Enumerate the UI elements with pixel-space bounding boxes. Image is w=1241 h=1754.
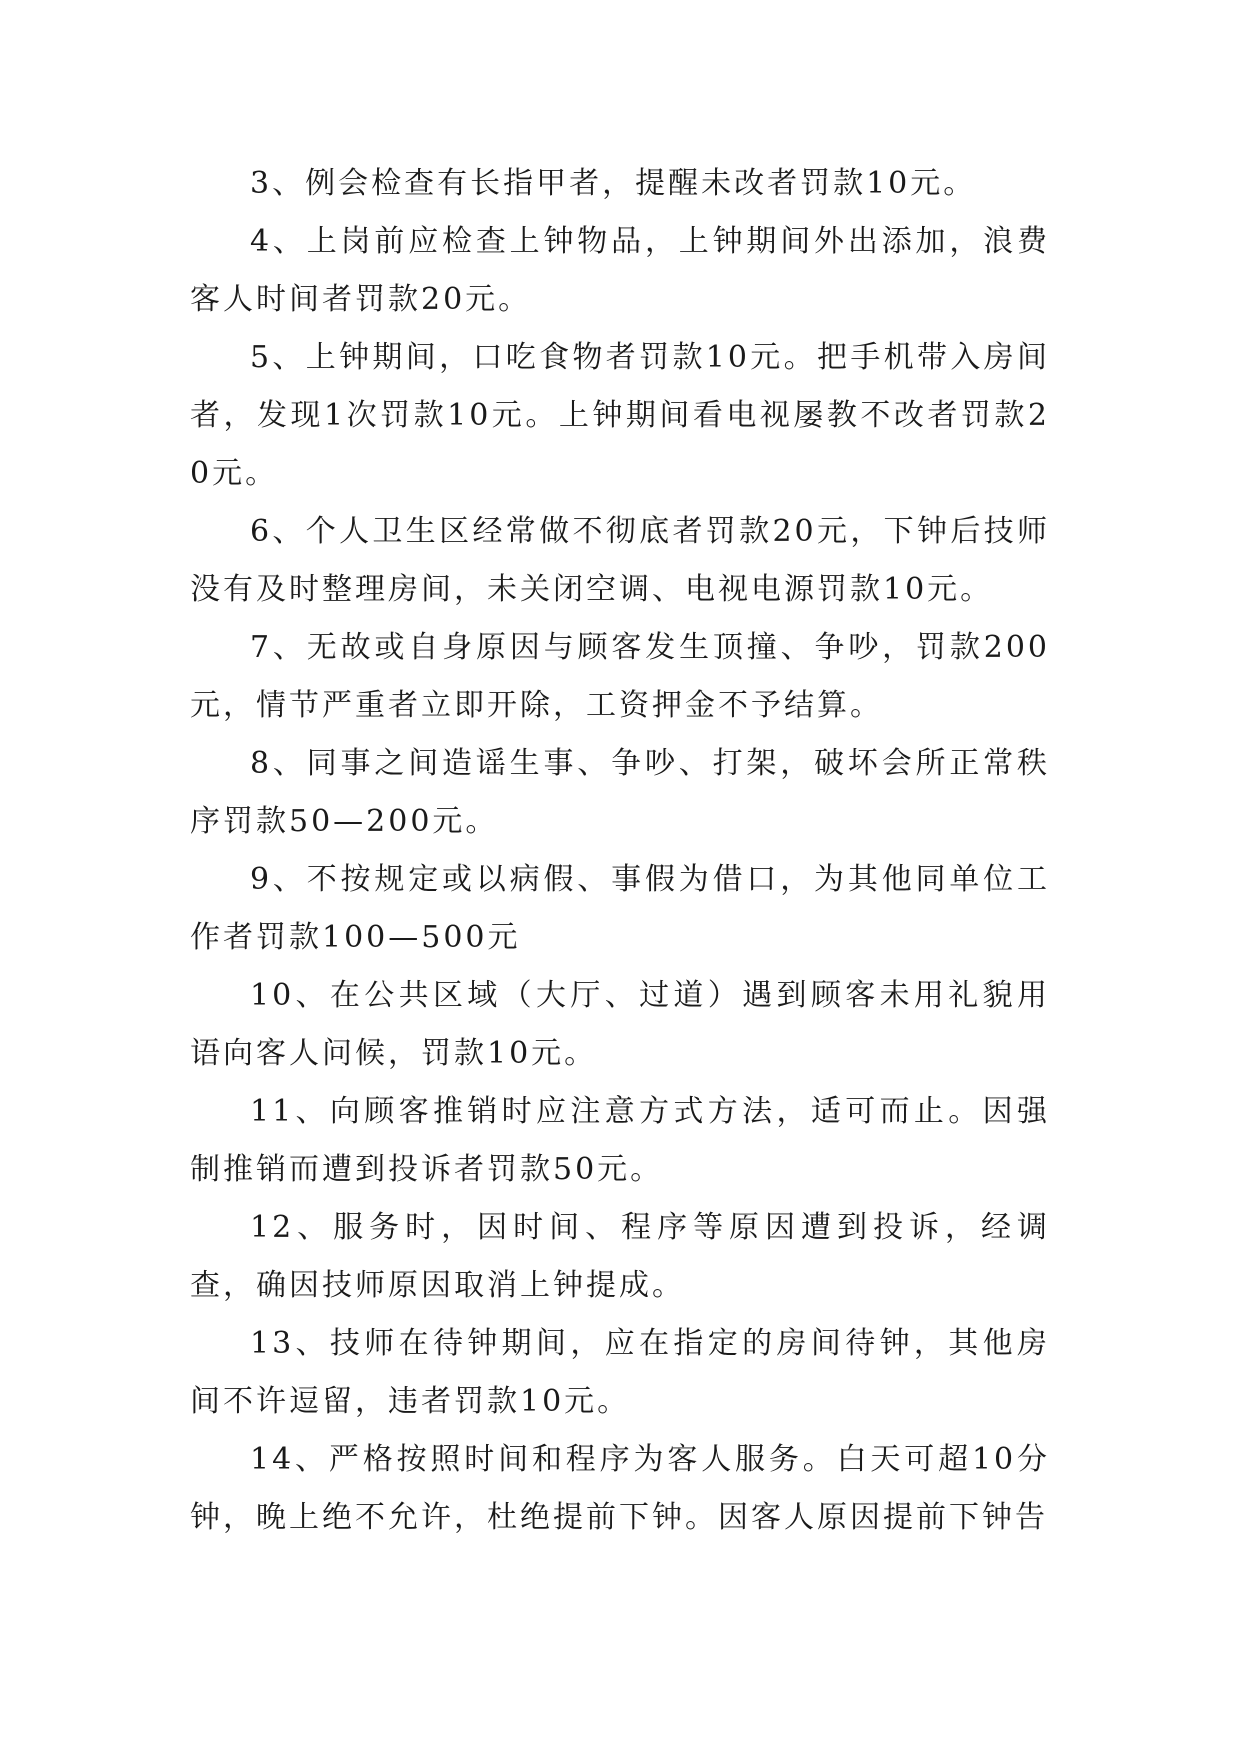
document-page [190, 155, 1050, 1547]
rule-paragraph-10: 10、在公共区域（大厅、过道）遇到顾客未用礼貌用语向客人问候，罚款10元。 [190, 978, 1050, 1071]
rule-paragraph-13: 13、技师在待钟期间，应在指定的房间待钟，其他房间不许逗留，违者罚款10元。 [190, 1326, 1050, 1419]
rule-paragraph-5: 5、上钟期间，口吃食物者罚款10元。把手机带入房间者，发现1次罚款10元。上钟期间看电视屡教不改者罚款20元。 [190, 340, 1050, 491]
rule-paragraph-12: 12、服务时，因时间、程序等原因遭到投诉，经调查，确因技师原因取消上钟提成。 [190, 1210, 1050, 1303]
rule-paragraph-11: 11、向顾客推销时应注意方式方法，适可而止。因强制推销而遭到投诉者罚款50元。 [190, 1094, 1050, 1187]
rule-paragraph-9: 9、不按规定或以病假、事假为借口，为其他同单位工作者罚款100—500元 [190, 862, 1050, 955]
rule-paragraph-4: 4、上岗前应检查上钟物品，上钟期间外出添加，浪费客人时间者罚款20元。 [190, 224, 1050, 317]
rule-paragraph-7: 7、无故或自身原因与顾客发生顶撞、争吵，罚款200元，情节严重者立即开除，工资押金不予结算。 [190, 630, 1050, 723]
rule-paragraph-6: 6、个人卫生区经常做不彻底者罚款20元，下钟后技师没有及时整理房间，未关闭空调、电视电源罚款10元。 [190, 514, 1050, 607]
rule-paragraph-8: 8、同事之间造谣生事、争吵、打架，破坏会所正常秩序罚款50—200元。 [190, 746, 1050, 839]
rule-paragraph-14: 14、严格按照时间和程序为客人服务。白天可超10分钟，晚上绝不允许，杜绝提前下钟。因客人原因提前下钟告 [190, 1442, 1050, 1535]
rule-paragraph-3: 3、例会检查有长指甲者，提醒未改者罚款10元。 [250, 166, 977, 201]
